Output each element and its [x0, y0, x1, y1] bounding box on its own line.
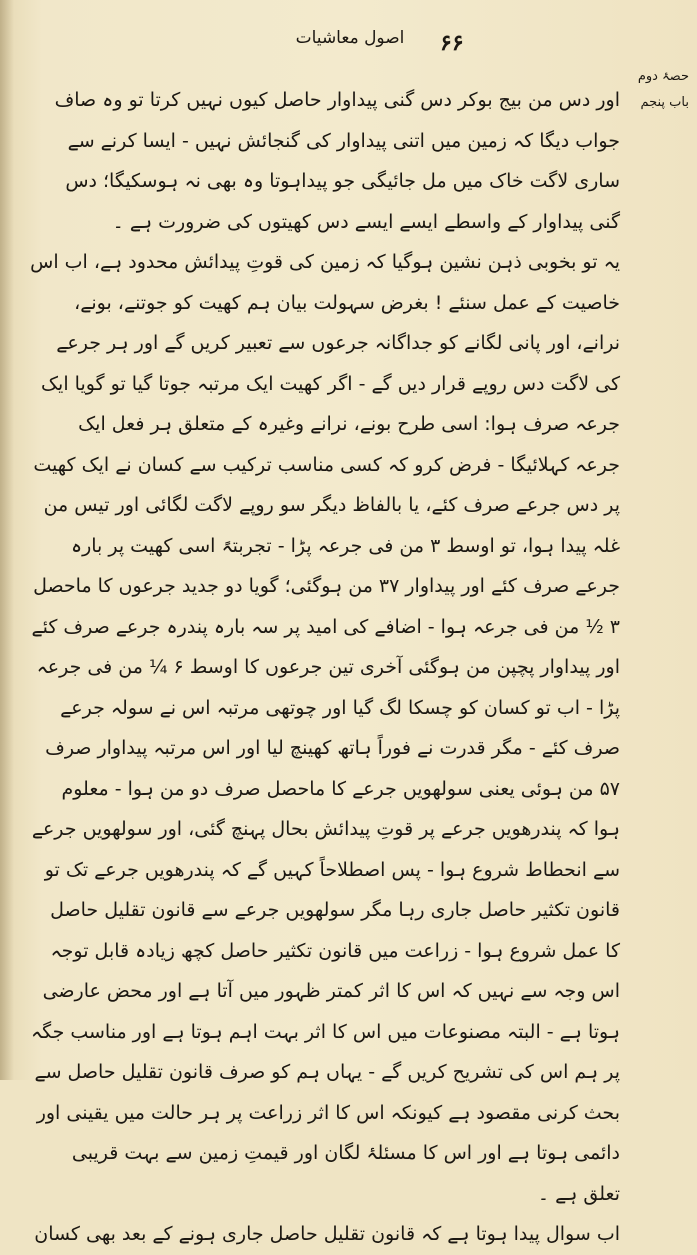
- paragraph: اب سوال پیدا ہوتا ہے کہ قانون تقلیل حاصل جاری ہونے کے بعد بھی کسان: [34, 1223, 620, 1245]
- binding-shadow: [0, 0, 14, 1080]
- running-title: اصول معاشیات: [295, 28, 405, 48]
- margin-chapter-label: باب پنجم: [640, 95, 689, 110]
- page-number: ۶۶: [440, 30, 464, 56]
- paragraph: اور دس من بیج بوکر دس گنی پیداوار حاصل کیوں نہیں کرتا تو وہ صاف جواب دیگا کہ زمین میں اتنی پیداوار کی گنجائش نہیں - ایسا کرنے سے ساری لاگت خاک میں مل جائیگی جو پیداہوتا وہ بھی نہ ہوسکیگا؛ دس گنی پیداوار کے واسطے ایسے ایسے دس کھیتوں کی ضرورت ہے ۔: [54, 89, 620, 233]
- body-text: [30, 80, 620, 1255]
- margin-part-label: حصۂ دوم: [637, 69, 689, 84]
- paragraph: یہ تو بخوبی ذہن نشین ہوگیا کہ زمین کی قوتِ پیدائش محدود ہے، اب اس خاصیت کے عمل سنئے ! بغرض سہولت بیان ہم کھیت کو جوتنے، بونے، نرانے، اور پانی لگانے کو جداگانہ جرعوں سے تعبیر کریں گے اور ہر جرعے کی لاگت دس روپے قرار دیں گے - اگر کھیت ایک مرتبہ جوتا گیا تو گویا ایک جرعہ صرف ہوا: اسی طرح بونے، نرانے وغیرہ کے متعلق ہر فعل ایک جرعہ کہلائیگا - فرض کرو کہ کسی مناسب ترکیب سے کسان نے ایک کھیت پر دس جرعے صرف کئے، یا بالفاظ دیگر سو روپے لاگت لگائی اور تیس من غلہ پیدا ہوا، تو اوسط ۳ من فی جرعہ پڑا - تجربتہً اسی کھیت پر بارہ جرعے صرف کئے اور پیداوار ۳۷ من ہوگئی؛ گویا دو جدید جرعوں کا ماحصل ۳ ½ من فی جرعہ ہوا - اضافے کی امید پر سہ بارہ پندرہ جرعے صرف کئے اور پیداوار پچپن من ہوگئی آخری تین جرعوں کا اوسط ۶ ¼ من فی جرعہ پڑا - اب تو کسان کو چسکا لگ گیا اور چوتھی مرتبہ اس نے سولہ جرعے صرف کئے - مگر قدرت نے فوراً ہاتھ کھینچ لیا اور اس مرتبہ پیداوار صرف ۵۷ من ہوئی یعنی سولھویں جرعے کا ماحصل صرف دو من ہوا - معلوم ہوا کہ پندرھویں جرعے پر قوتِ پیدائش بحال پہنچ گئی، اور سولھویں جرعے سے انحطاط شروع ہوا - پس اصطلاحاً کہیں گے کہ پندرھویں جرعے تک تو قانون تکثیر حاصل جاری رہا مگر سولھویں جرعے سے قانون تقلیل حاصل کا عمل شروع ہوا - زراعت میں قانون تکثیر حاصل کچھ زیادہ قابل توجہ اس وجہ سے نہیں کہ اس کا اثر کمتر ظہور میں آتا ہے اور محض عارضی ہوتا ہے - البتہ مصنوعات میں اس کا اثر بہت اہم ہوتا ہے اور مناسب جگہ پر ہم اس کی تشریح کریں گے - یہاں ہم کو صرف قانون تقلیل حاصل سے بحث کرنی مقصود ہے کیونکہ اس کا اثر زراعت پر ہر حالت میں یقینی اور دائمی ہوتا ہے اور اس کا مسئلۂ لگان اور قیمتِ زمین سے بہت قریبی تعلق ہے ۔: [30, 251, 620, 1205]
- margin-note: [617, 64, 689, 116]
